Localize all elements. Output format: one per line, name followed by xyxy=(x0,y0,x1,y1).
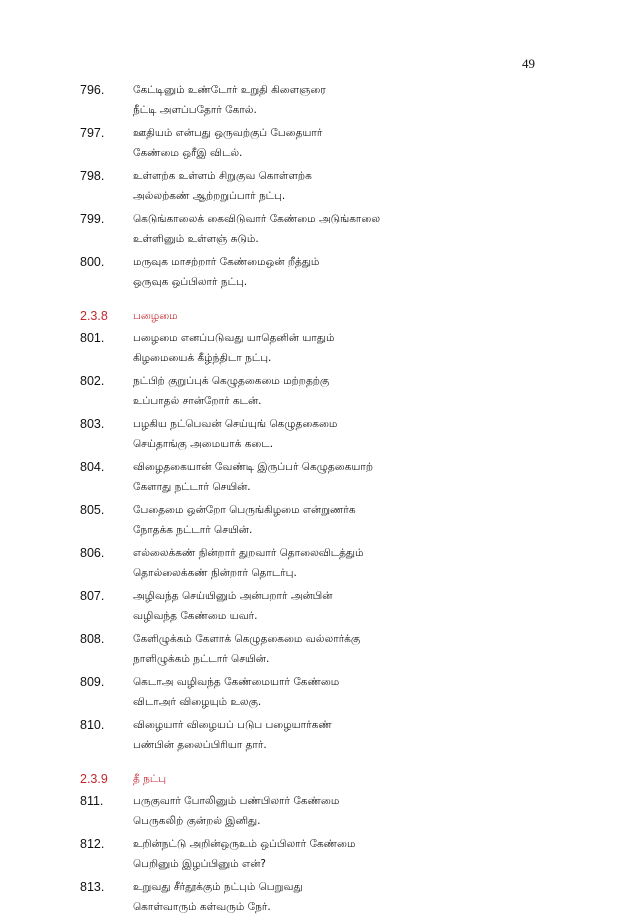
couplet-lines xyxy=(133,457,600,497)
couplet xyxy=(80,166,600,206)
couplet xyxy=(80,371,600,411)
couplet-lines xyxy=(133,500,600,540)
section-heading xyxy=(80,306,600,326)
couplet-line: நட்பிற் குறுப்புக் கெழுதகைமை மற்றதற்கு xyxy=(133,375,330,387)
couplet xyxy=(80,457,600,497)
couplet-lines xyxy=(133,672,600,712)
couplet-lines xyxy=(133,209,600,249)
couplet-line: நோதக்க நட்டார் செயின். xyxy=(133,524,253,536)
couplet xyxy=(80,834,600,874)
couplet-line: கேளிழுக்கம் கேளாக் கெழுதகைமை வல்லார்க்கு xyxy=(133,633,361,645)
couplet-lines xyxy=(133,166,600,206)
couplet-number: 808. xyxy=(80,632,105,646)
couplet-lines xyxy=(133,629,600,669)
couplet-line: விழையார் விழையப் படுப பழையார்கண் xyxy=(133,719,332,731)
couplet-line: அல்லற்கண் ஆற்றறுப்பார் நட்பு. xyxy=(133,190,286,202)
couplet-line: தொல்லைக்கண் நின்றார் தொடர்பு. xyxy=(133,567,297,579)
couplet-number: 806. xyxy=(80,546,105,560)
couplet-line: வழிவந்த கேண்மை யவர். xyxy=(133,610,258,622)
couplet-lines xyxy=(133,715,600,755)
couplet xyxy=(80,80,600,120)
couplet xyxy=(80,877,600,917)
couplet-line: ஒருவுக ஒப்பிலார் நட்பு. xyxy=(133,276,248,288)
couplet-number: 797. xyxy=(80,126,105,140)
couplet-lines xyxy=(133,834,600,874)
couplet xyxy=(80,543,600,583)
couplet-number: 803. xyxy=(80,417,105,431)
couplet-line: கேண்மை ஒரீஇ விடல். xyxy=(133,147,243,159)
couplet-line: அழிவந்த செய்யினும் அன்பறார் அன்பின் xyxy=(133,590,333,602)
couplet-lines xyxy=(133,791,600,831)
couplet-line: கேட்டினும் உண்டோர் உறுதி கிளைஞரை xyxy=(133,84,326,96)
couplet-line: கெடாஅ வழிவந்த கேண்மையார் கேண்மை xyxy=(133,676,340,688)
couplet-line: நீட்டி அளப்பதோர் கோல். xyxy=(133,104,257,116)
couplet-number: 809. xyxy=(80,675,105,689)
couplet xyxy=(80,252,600,292)
couplet-lines xyxy=(133,328,600,368)
couplet-number: 804. xyxy=(80,460,105,474)
couplet-line: கிழமையைக் கீழ்ந்திடா நட்பு. xyxy=(133,352,272,364)
couplet-lines xyxy=(133,877,600,917)
couplet-line: கெடுங்காலைக் கைவிடுவார் கேண்மை அடுங்காலை xyxy=(133,213,381,225)
section-title: தீ நட்பு xyxy=(133,773,167,785)
couplet-line: உப்பாதல் சான்றோர் கடன். xyxy=(133,395,262,407)
couplet-line: நாளிழுக்கம் நட்டார் செயின். xyxy=(133,653,270,665)
couplet-line: பருகுவார் போலினும் பண்பிலார் கேண்மை xyxy=(133,795,340,807)
section-title: பழைமை xyxy=(133,310,178,322)
section-number: 2.3.9 xyxy=(80,772,108,786)
couplet xyxy=(80,715,600,755)
couplet-line: பேதைமை ஒன்றோ பெருங்கிழமை என்றுணர்க xyxy=(133,504,356,516)
couplet-lines xyxy=(133,414,600,454)
section-number: 2.3.8 xyxy=(80,309,108,323)
couplet-line: உறுவது சீர்தூக்கும் நட்பும் பெறுவது xyxy=(133,881,303,893)
couplet xyxy=(80,672,600,712)
couplet-line: பெறினும் இழப்பினும் என்? xyxy=(133,858,266,870)
couplet-line: பெருகலிற் குன்றல் இனிது. xyxy=(133,815,261,827)
couplet-number: 813. xyxy=(80,880,105,894)
couplet-line: விழைதகையான் வேண்டி இருப்பர் கெழுதகையாற் xyxy=(133,461,374,473)
couplet-lines xyxy=(133,252,600,292)
page-number: 49 xyxy=(522,56,535,71)
couplet-line: பழகிய நட்பெவன் செய்யுங் கெழுதகைமை xyxy=(133,418,338,430)
couplet-number: 800. xyxy=(80,255,105,269)
couplet-number: 796. xyxy=(80,83,105,97)
couplet-line: உறின்நட்டு அறின்ஒருஉம் ஒப்பிலார் கேண்மை xyxy=(133,838,356,850)
couplet-number: 812. xyxy=(80,837,105,851)
couplet-line: பண்பின் தலைப்பிரியா தார். xyxy=(133,739,267,751)
couplet-lines xyxy=(133,543,600,583)
couplet-line: கேளாது நட்டார் செயின். xyxy=(133,481,251,493)
couplet-number: 810. xyxy=(80,718,105,732)
couplet xyxy=(80,629,600,669)
couplet xyxy=(80,586,600,626)
couplet-lines xyxy=(133,123,600,163)
couplet-line: மருவுக மாசற்றார் கேண்மைஒன் றீத்தும் xyxy=(133,256,320,268)
couplet-number: 801. xyxy=(80,331,105,345)
couplet-lines xyxy=(133,371,600,411)
couplet-lines xyxy=(133,80,600,120)
couplet-line: செய்தாங்கு அமையாக் கடை. xyxy=(133,438,274,450)
couplet-number: 799. xyxy=(80,212,105,226)
couplet xyxy=(80,791,600,831)
couplet xyxy=(80,500,600,540)
document-body xyxy=(80,80,600,920)
couplet-line: உள்ளற்க உள்ளம் சிறுகுவ கொள்ளற்க xyxy=(133,170,312,182)
couplet-number: 802. xyxy=(80,374,105,388)
couplet-number: 805. xyxy=(80,503,105,517)
couplet-lines xyxy=(133,586,600,626)
couplet xyxy=(80,414,600,454)
couplet-line: விடாஅர் விழையும் உலகு. xyxy=(133,696,262,708)
couplet-line: எல்லைக்கண் நின்றார் துறவார் தொலைவிடத்தும் xyxy=(133,547,364,559)
couplet-number: 798. xyxy=(80,169,105,183)
section-heading xyxy=(80,769,600,789)
couplet-line: கொள்வாரும் கள்வரும் நேர். xyxy=(133,901,271,913)
couplet-number: 807. xyxy=(80,589,105,603)
couplet xyxy=(80,209,600,249)
couplet-line: பழைமை எனப்படுவது யாதெனின் யாதும் xyxy=(133,332,335,344)
couplet xyxy=(80,123,600,163)
couplet xyxy=(80,328,600,368)
couplet-number: 811. xyxy=(80,794,104,808)
couplet-line: ஊதியம் என்பது ஒருவற்குப் பேதையார் xyxy=(133,127,323,139)
couplet-line: உள்ளினும் உள்ளஞ் சுடும். xyxy=(133,233,259,245)
